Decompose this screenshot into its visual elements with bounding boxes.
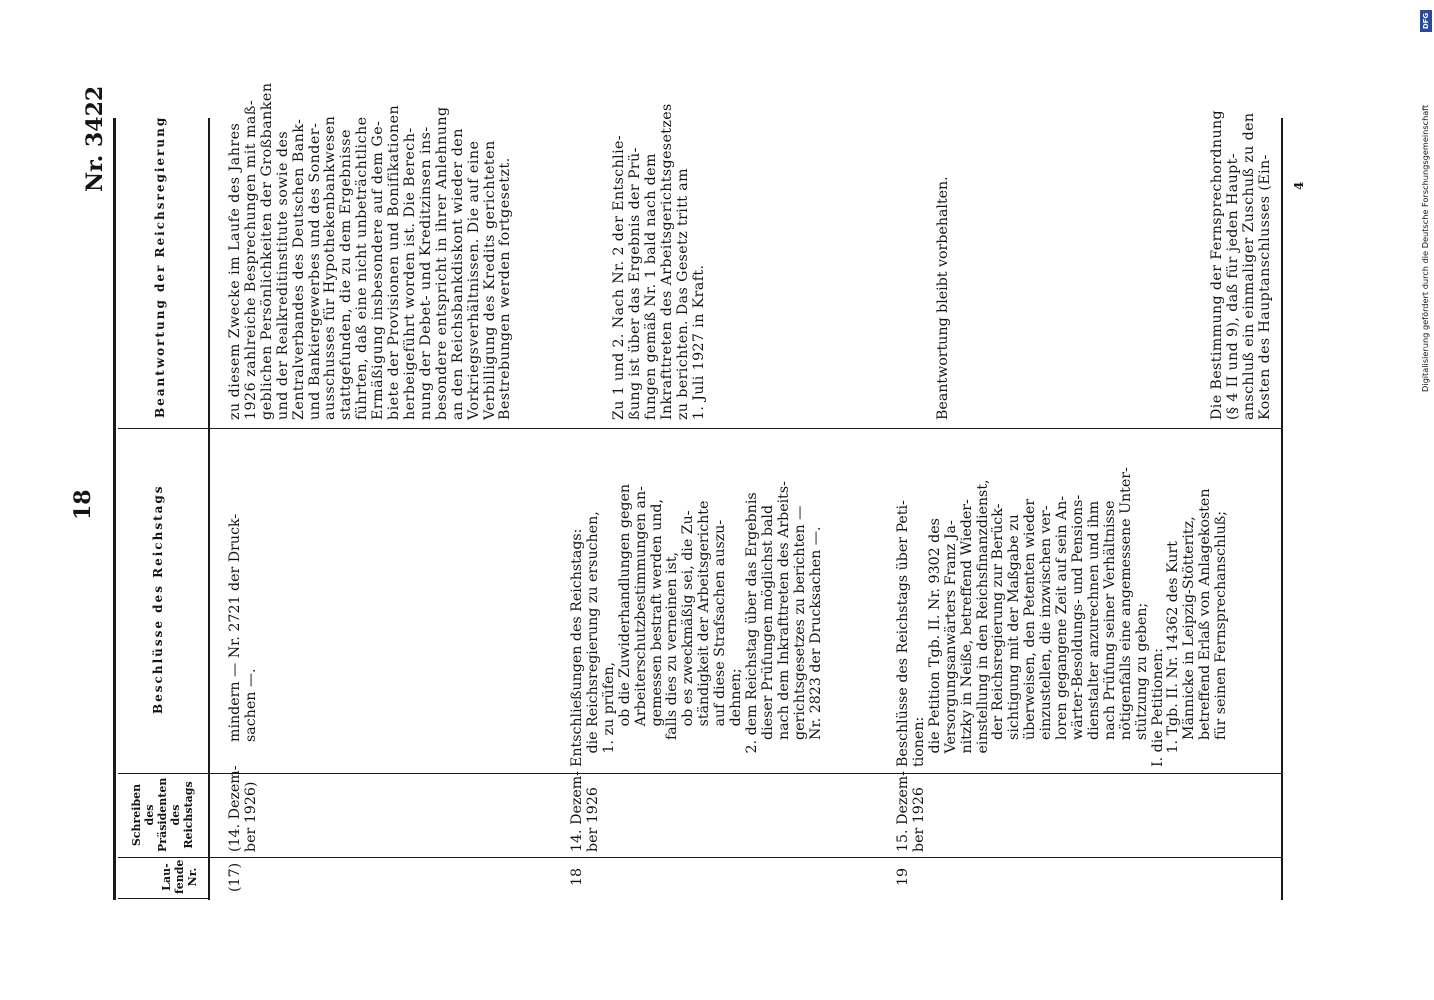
col-divider-answer (118, 428, 1283, 429)
row-17-beschluss: mindern — Nr. 2721 der Druck- sachen —. (227, 513, 259, 742)
page-number: 18 (70, 489, 96, 520)
bottom-rule (1281, 118, 1283, 900)
header-beschluesse: Beschlüsse des Reichstags (151, 484, 165, 714)
row-19-antwort-2: Die Bestimmung der Fernsprechordnung (§ 4 II und 9), daß für jeden Haupt- anschluß ein einmaliger Zuschuß zu den Kosten des Hauptanschlusses (Ein- (1209, 109, 1273, 420)
row-17-date: (14. Dezem- ber 1926) (227, 765, 259, 852)
row-19-antwort-1: Beantwortung bleibt vorbehalten. (935, 176, 951, 420)
header-beantwortung: Beantwortung der Reichsregierung (153, 115, 167, 418)
header-sub-rule (118, 898, 210, 899)
catchword: 4 (1292, 181, 1306, 190)
col-divider-nr (118, 857, 1283, 858)
row-19-beschluss: Beschlüsse des Reichstags über Peti- tionen: die Petition Tgb. II. Nr. 9302 des Versorgungsanwärters Franz Ja- nitzky in Neiße, betreffend Wieder- einstellung in den Reichsfinanzdienst, der Reichsregierung zur Berück- sichtigung mit der Maßgabe zu überweisen, den Petenten wieder einzustellen, die inzwischen ver- loren gegangene Zeit auf sein An- wärter-Besoldungs- und Pensions- dienstalter anzurechnen und ihm nach Prüfung seiner Verhältnisse nötigenfalls eine angemessene Unter- stützung zu geben; I. die Petitionen: 1. Tgb. II. Nr. 14362 des Kurt Männicke in Leipzig-Stötteritz, betreffend Erlaß von Anlagekosten für seinen Fernsprechanschluß; (895, 467, 1230, 767)
digitization-note: Digitalisierung gefördert durch die Deutsche Forschungsgemeinschaft (1420, 104, 1430, 392)
header-rule (208, 118, 210, 900)
row-19-nr: 19 (895, 867, 911, 886)
row-18-date: 14. Dezem- ber 1926 (569, 771, 601, 852)
row-17-nr: (17) (227, 862, 243, 892)
col-divider-date (118, 773, 1283, 774)
top-rule (113, 118, 116, 900)
dfg-logo: DFG (1420, 10, 1432, 32)
header-schreiben-des-praesidenten: Schreiben des Präsidenten des Reichstags (130, 777, 195, 852)
row-18-beschluss: Entschließungen des Reichstags: die Reichsregierung zu ersuchen, 1. zu prüfen, ob die Zuwiderhandlungen gegen Arbeiterschutzbestimmungen an- gemessen bestraft werden und, falls dies zu verneinen ist, ob es zweckmäßig sei, die Zu- ständigkeit der Arbeitsgerichte auf diese Strafsachen auszu- dehnen; 2. dem Reichstag über das Ergebnis dieser Prüfungen möglichst bald nach dem Inkrafttreten des Arbeits- gerichtsgesetzes zu berichten — Nr. 2823 der Drucksachen —. (569, 481, 824, 767)
row-18-antwort: Zu 1 und 2. Nach Nr. 2 der Entschlie- ßung ist über das Ergebnis der Prü- fungen gemäß Nr. 1 bald nach dem Inkrafttreten des Arbeitsgerichtsgesetzes zu berichten. Das Gesetz tritt am 1. Juli 1927 in Kraft. (611, 103, 707, 420)
row-17-antwort: zu diesem Zwecke im Laufe des Jahres 1926 zahlreiche Besprechungen mit maß- geblichen Persönlichkeiten der Großbanken und der Realkreditinstitute sowie des Zentralverbandes des Deutschen Bank- und Bankiergewerbes und des Sonder- ausschusses für Hypothekenbankwesen stattgefunden, die zu dem Ergebnisse führten, daß eine nicht unbeträchtliche Ermäßigung insbesondere auf dem Ge- biete der Provisionen und Bonifikationen herbeigeführt worden ist. Die Berech- nung der Debet- und Kreditzinsen ins- besondere entspricht in ihrer Anlehnung an den Reichsbankdiskont wieder den Vorkriegsverhältnissen. Die auf eine Verbilligung des Kredits gerichteten Bestrebungen werden fortgesetzt. (227, 82, 514, 420)
row-18-nr: 18 (569, 867, 585, 886)
document-number: Nr. 3422 (82, 85, 108, 192)
header-laufende-nr: Lau- fende Nr. (160, 859, 199, 894)
row-19-date: 15. Dezem- ber 1926 (895, 771, 927, 852)
